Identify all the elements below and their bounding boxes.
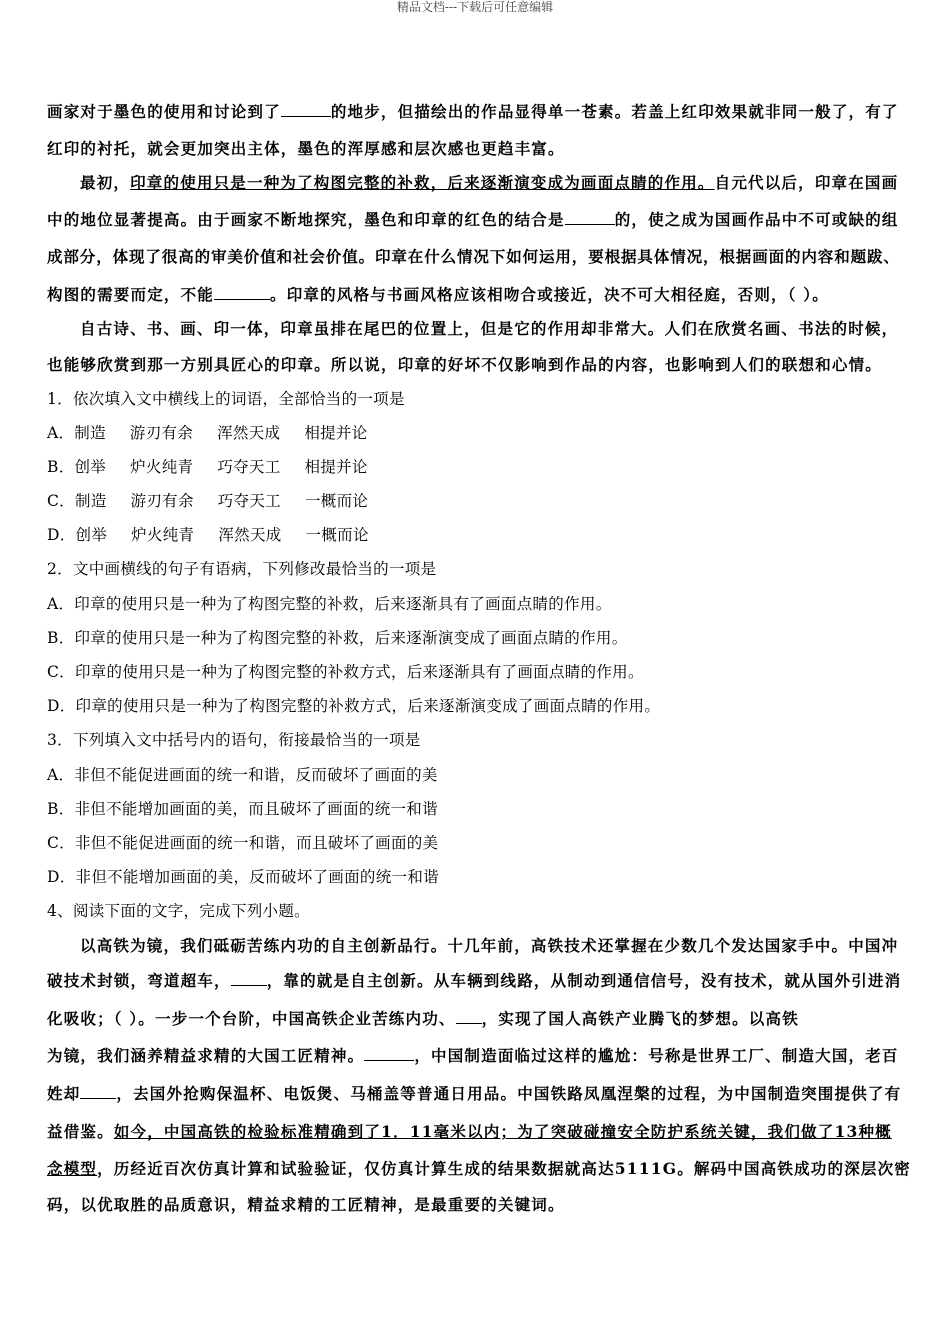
option-word: 游刃有余 [130, 492, 194, 510]
text-span: 的地步，但描绘出的作品显得单一苍素。若盖上红印效果就非同一般了，有了 [330, 102, 899, 121]
text-span: ，靠的就是自主创新。从车辆到线路，从制动到通信信号，没有技术，就从国外引进消 [266, 971, 902, 990]
option-row [47, 524, 369, 546]
passage-line: 自古诗、书、画、印一体，印章虽排在尾巴的位置上，但是它的作用却非常大。人们在欣赏名画、书法的时候， [80, 319, 899, 338]
text-span: ，中国制造面临过这样的尴尬：号称是世界工厂、制造大国，老百 [414, 1046, 899, 1065]
passage-line [47, 1083, 901, 1105]
option-label: A． [47, 424, 75, 442]
passage-line [47, 284, 829, 306]
text-span: 益借鉴。 [47, 1122, 114, 1141]
passage-line [47, 1045, 899, 1067]
option-word: 相提并论 [304, 458, 368, 476]
option-row: A．非但不能促进画面的统一和谐，反而破坏了画面的美 [47, 766, 438, 784]
question-stem: 4、阅读下面的文字，完成下列小题。 [47, 902, 310, 920]
option-row: C．非但不能促进画面的统一和谐，而且破坏了画面的美 [47, 834, 439, 852]
option-word: 巧夺天工 [217, 492, 281, 510]
option-word: 浑然天成 [218, 526, 282, 544]
option-row: B．非但不能增加画面的美，而且破坏了画面的统一和谐 [47, 800, 438, 818]
text-span: 姓却 [47, 1084, 81, 1103]
option-word: 一概而论 [305, 526, 369, 544]
fill-blank [281, 101, 331, 117]
passage-line: 以高铁为镜，我们砥砺苦练内功的自主创新品行。十几年前，高铁技术还掌握在少数几个发达国家手中。中国冲 [80, 936, 899, 955]
passage-line: 码，以优取胜的品质意识，精益求精的工匠精神，是最重要的关键词。 [47, 1195, 565, 1214]
underlined-sentence: 如今，中国高铁的检验标准精确到了1．11毫米以内；为了突破碰撞安全防护系统关键，我们做了13种概 [113, 1122, 892, 1141]
text-span: 的，使之成为国画作品中不可或缺的组 [614, 210, 899, 229]
option-label: B． [47, 458, 75, 476]
option-word: 制造 [74, 424, 106, 442]
text-span: 构图的需要而定，不能 [47, 285, 215, 304]
page-header: 精品文档---下载后可任意编辑 [396, 0, 554, 14]
option-word: 巧夺天工 [217, 458, 281, 476]
passage-line [47, 1008, 799, 1030]
text-span: 。印章的风格与书画风格应该相吻合或接近，决不可大相径庭，否则，（ ）。 [270, 285, 829, 304]
passage-line [47, 1121, 892, 1143]
fill-blank [214, 284, 270, 300]
passage-line: 红印的衬托，就会更加突出主体，墨色的浑厚感和层次感也更趋丰富。 [47, 139, 565, 158]
option-row: A．印章的使用只是一种为了构图完整的补救，后来逐渐具有了画面点睛的作用。 [47, 595, 612, 613]
question-stem: 2．文中画横线的句子有语病，下列修改最恰当的一项是 [47, 560, 437, 578]
passage-line [47, 209, 899, 231]
passage-line: 也能够欣赏到那一方别具匠心的印章。所以说，印章的好坏不仅影响到作品的内容，也影响到人们的联想和心情。 [47, 355, 883, 374]
passage-line [47, 1158, 911, 1180]
text-span: 自元代以后，印章在国画 [714, 173, 899, 192]
option-row [47, 456, 368, 478]
fill-blank [565, 209, 615, 225]
underlined-sentence: 念模型 [47, 1159, 98, 1178]
option-row: D．非但不能增加画面的美，反而破坏了画面的统一和谐 [47, 868, 439, 886]
fill-blank [80, 1083, 116, 1099]
option-word: 浑然天成 [217, 424, 281, 442]
text-span: 为镜，我们涵养精益求精的大国工匠精神。 [47, 1046, 365, 1065]
option-word: 相提并论 [304, 424, 368, 442]
option-word: 创举 [75, 526, 108, 544]
option-word: 炉火纯青 [131, 526, 195, 544]
option-word: 制造 [74, 492, 107, 510]
text-span: 最初， [80, 173, 131, 192]
option-word: 游刃有余 [129, 424, 194, 442]
option-row [47, 422, 368, 444]
text-span: ，实现了国人高铁产业腾飞的梦想。以高铁 [481, 1009, 799, 1028]
text-span: 画家对于墨色的使用和讨论到了 [47, 102, 281, 121]
option-word: 一概而论 [304, 492, 369, 510]
question-stem: 3．下列填入文中括号内的语句，衔接最恰当的一项是 [47, 731, 421, 749]
option-word: 炉火纯青 [130, 458, 194, 476]
passage-line [47, 101, 899, 123]
option-row [47, 490, 368, 512]
text-span: ，历经近百次仿真计算和试验验证，仅仿真计算生成的结果数据就高达5111G。解码中国高铁成功的深层次密 [97, 1159, 911, 1178]
underlined-sentence: 印章的使用只是一种为了构图完整的补救，后来逐渐演变成为画面点睛的作用。 [130, 173, 715, 192]
passage-line [47, 970, 901, 992]
option-row: B．印章的使用只是一种为了构图完整的补救，后来逐渐演变成了画面点睛的作用。 [47, 629, 628, 647]
fill-blank [456, 1008, 482, 1024]
option-label: D． [47, 526, 76, 544]
fill-blank [231, 970, 267, 986]
text-span: 破技术封锁，弯道超车， [47, 971, 231, 990]
text-span: 化吸收；（ ）。一步一个台阶，中国高铁企业苦练内功、 [47, 1009, 456, 1028]
option-word: 创举 [74, 458, 107, 476]
question-stem: 1．依次填入文中横线上的词语，全部恰当的一项是 [47, 390, 405, 408]
text-span: 中的地位显著提高。由于画家不断地探究，墨色和印章的红色的结合是 [47, 210, 565, 229]
text-span: ，去国外抢购保温杯、电饭煲、马桶盖等普通日用品。中国铁路凤凰涅槃的过程，为中国制造突围提供了有 [116, 1084, 902, 1103]
option-row: D．印章的使用只是一种为了构图完整的补救方式，后来逐渐演变成了画面点睛的作用。 [47, 697, 661, 715]
option-label: C． [47, 492, 75, 510]
passage-line: 成部分，体现了很高的审美价值和社会价值。印章在什么情况下如何运用，要根据具体情况，根据画面的内容和题跋、 [47, 247, 900, 266]
fill-blank [364, 1045, 414, 1061]
option-row: C．印章的使用只是一种为了构图完整的补救方式，后来逐渐具有了画面点睛的作用。 [47, 663, 644, 681]
passage-line [80, 172, 898, 194]
